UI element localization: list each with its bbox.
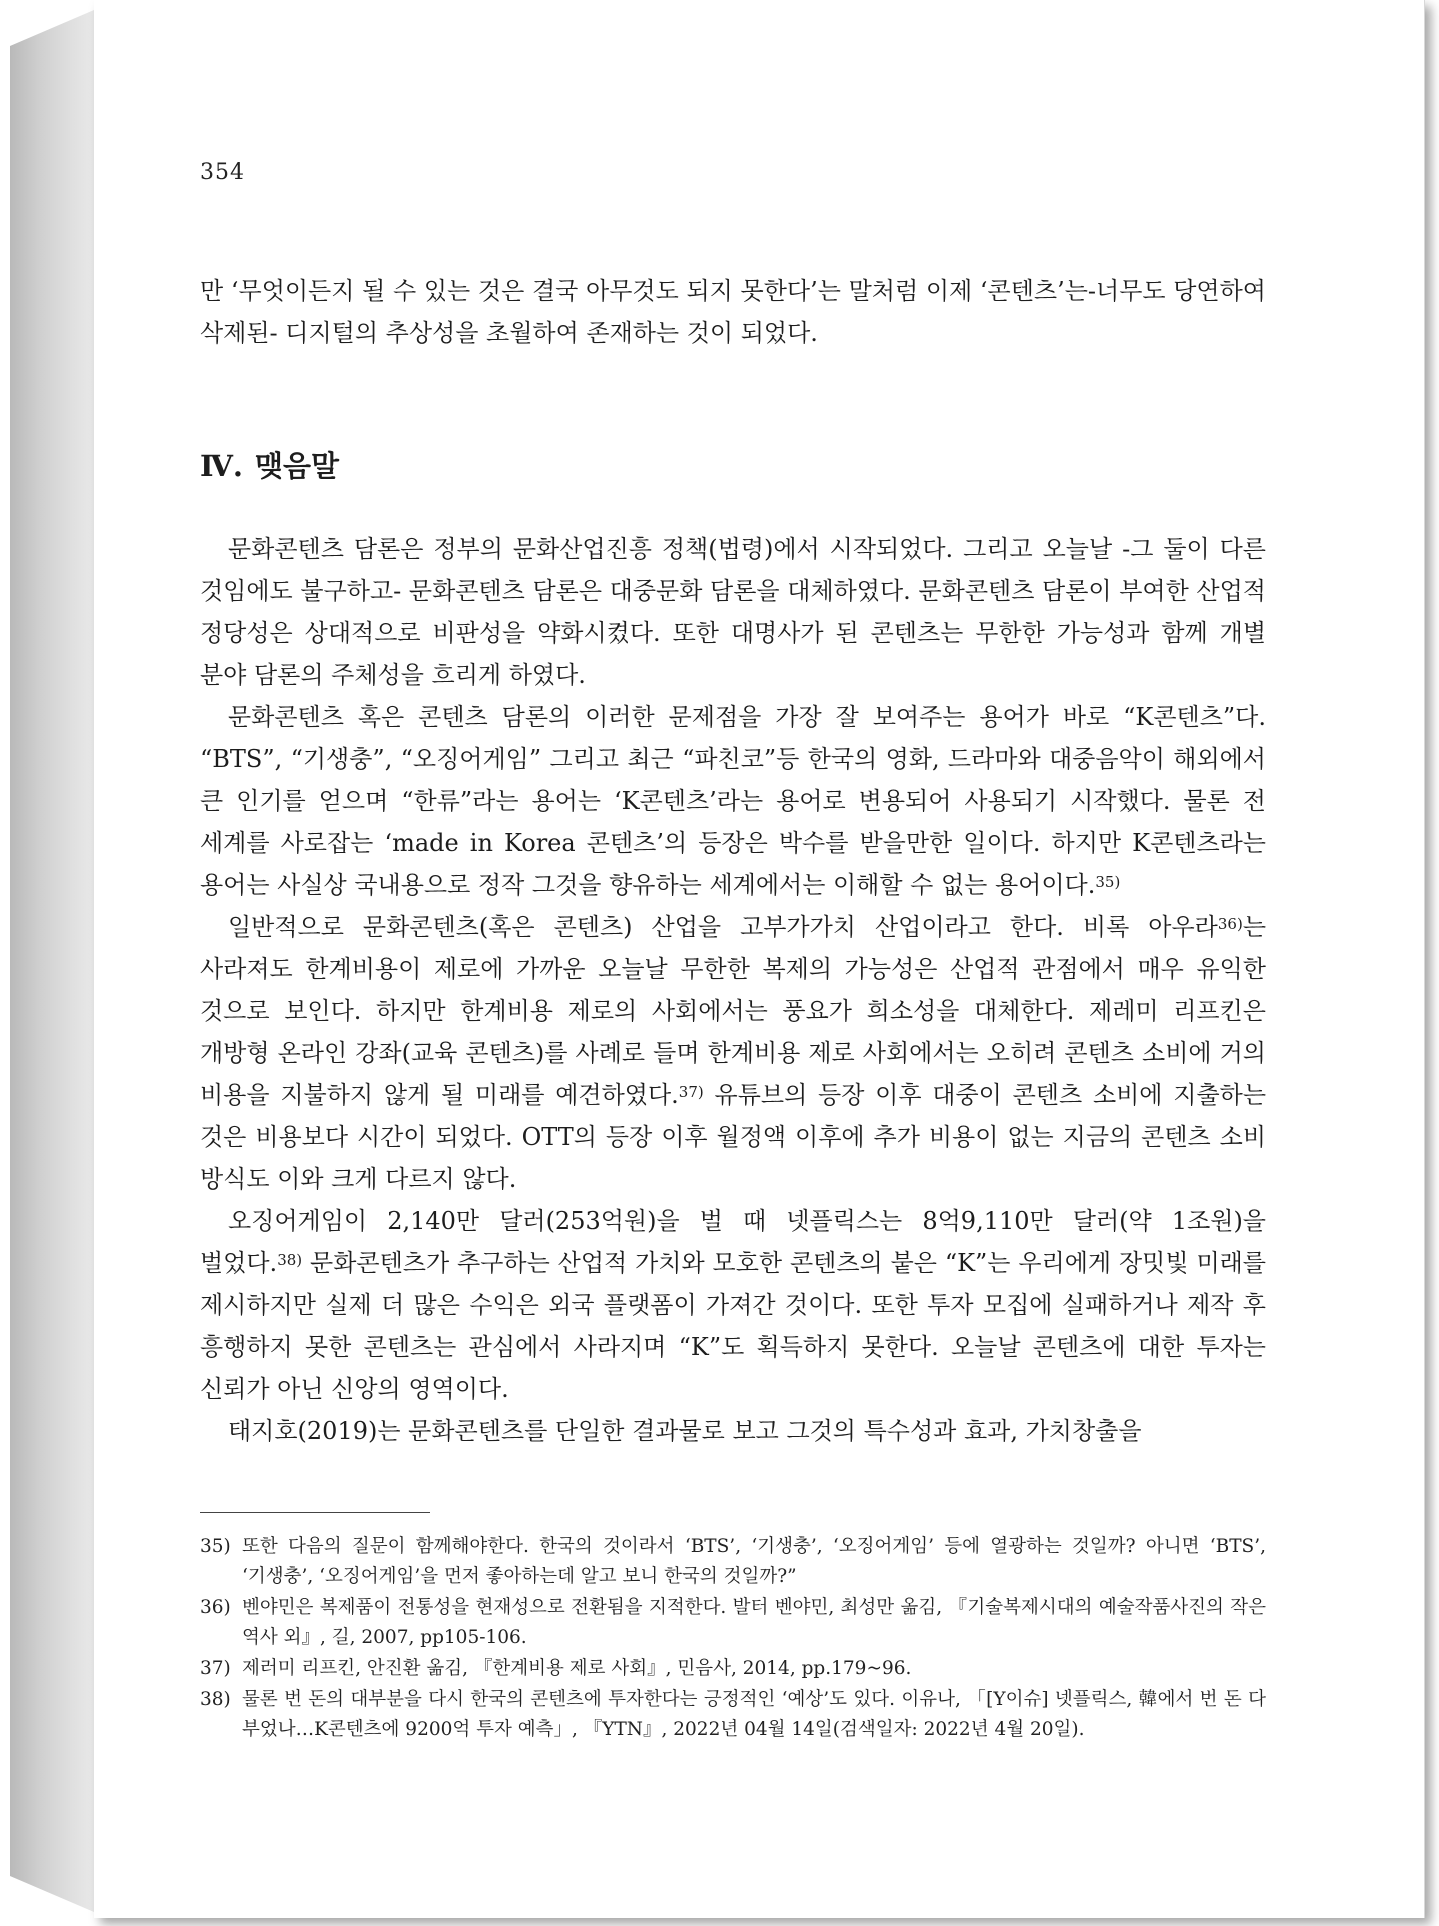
footnote-ref[interactable]: 36) <box>1217 915 1243 933</box>
paragraph-text: 오징어게임이 2,140만 달러(253억원)을 벌 때 넷플릭스는 8억9,110만 달러(약 1조원)을 벌었다. <box>200 1207 1266 1277</box>
section-heading <box>200 444 339 485</box>
footnote-number: 36) <box>200 1597 231 1618</box>
footnote-item <box>200 1685 1266 1745</box>
footnote-item <box>200 1654 1266 1684</box>
footnote-ref[interactable]: 35) <box>1095 873 1121 891</box>
paragraph <box>200 1200 1266 1410</box>
footnote-divider <box>200 1512 430 1513</box>
conclusion-body <box>200 528 1266 1452</box>
footnote-text: 물론 번 돈의 대부분을 다시 한국의 콘텐츠에 투자한다는 긍정적인 ‘예상’도 있다. 이유나, 「[Y이슈] 넷플릭스, 韓에서 번 돈 다 부었나…K콘텐츠에 9200억 투자 예측」, 『YTN』, 2022년 04월 14일(검색일자: 2022년 4월 20일). <box>242 1689 1266 1740</box>
footnote-ref[interactable]: 37) <box>678 1083 704 1101</box>
footnote-number: 38) <box>200 1689 231 1710</box>
book-page-edges <box>10 10 94 1912</box>
footnote-item <box>200 1593 1266 1653</box>
paragraph-text: 는 사라져도 한계비용이 제로에 가까운 오늘날 무한한 복제의 가능성은 산업적 관점에서 매우 유익한 것으로 보인다. 하지만 한계비용 제로의 사회에서는 풍요가 희소성을 대체한다. 제레미 리프킨은 개방형 온라인 강좌(교육 콘텐츠)를 사례로 들며 한계비용 제로 사회에서는 오히려 콘텐츠 소비에 거의 비용을 지불하지 않게 될 미래를 예견하였다. <box>200 913 1266 1109</box>
intro-paragraph <box>200 270 1266 354</box>
paragraph-text: 문화콘텐츠가 추구하는 산업적 가치와 모호한 콘텐츠의 붙은 “K”는 우리에게 장밋빛 미래를 제시하지만 실제 더 많은 수익은 외국 플랫폼이 가져간 것이다. 또한 투자 모집에 실패하거나 제작 후 흥행하지 못한 콘텐츠는 관심에서 사라지며 “K”도 획득하지 못한다. 오늘날 콘텐츠에 대한 투자는 신뢰가 아닌 신앙의 영역이다. <box>200 1249 1266 1403</box>
paragraph-text: 유튜브의 등장 이후 대중이 콘텐츠 소비에 지출하는 것은 비용보다 시간이 되었다. OTT의 등장 이후 월정액 이후에 추가 비용이 없는 지금의 콘텐츠 소비 방식도 이와 크게 다르지 않다. <box>200 1081 1266 1193</box>
footnote-text: 벤야민은 복제품이 전통성을 현재성으로 전환됨을 지적한다. 발터 벤야민, 최성만 옮김, 『기술복제시대의 예술작품사진의 작은 역사 외』, 길, 2007, pp105-106. <box>242 1597 1266 1648</box>
paragraph-text: 문화콘텐츠 담론은 정부의 문화산업진흥 정책(법령)에서 시작되었다. 그리고 오늘날 -그 둘이 다른 것임에도 불구하고- 문화콘텐츠 담론은 대중문화 담론을 대체하였다. 문화콘텐츠 담론이 부여한 산업적 정당성은 상대적으로 비판성을 약화시켰다. 또한 대명사가 된 콘텐츠는 무한한 가능성과 함께 개별 분야 담론의 주체성을 흐리게 하였다. <box>200 535 1266 689</box>
paragraph <box>200 696 1266 906</box>
paragraph <box>200 528 1266 696</box>
footnote-item <box>200 1532 1266 1592</box>
paragraph-text: 일반적으로 문화콘텐츠(혹은 콘텐츠) 산업을 고부가가치 산업이라고 한다. 비록 아우라 <box>228 913 1218 941</box>
footnote-number: 37) <box>200 1658 231 1679</box>
footnote-ref[interactable]: 38) <box>277 1251 303 1269</box>
paragraph-text: 태지호(2019)는 문화콘텐츠를 단일한 결과물로 보고 그것의 특수성과 효과, 가치창출을 <box>228 1417 1142 1445</box>
section-title: 맺음말 <box>255 449 340 483</box>
paragraph-text: 문화콘텐츠 혹은 콘텐츠 담론의 이러한 문제점을 가장 잘 보여주는 용어가 바로 “K콘텐츠”다. “BTS”, “기생충”, “오징어게임” 그리고 최근 “파친코”등 한국의 영화, 드라마와 대중음악이 해외에서 큰 인기를 얻으며 “한류”라는 용어는 ‘K콘텐츠’라는 용어로 변용되어 사용되기 시작했다. 물론 전 세계를 사로잡는 ‘made in Korea 콘텐츠’의 등장은 박수를 받을만한 일이다. 하지만 K콘텐츠라는 용어는 사실상 국내용으로 정작 그것을 향유하는 세계에서는 이해할 수 없는 용어이다. <box>200 703 1266 899</box>
footnotes <box>200 1532 1266 1746</box>
footnote-text: 제러미 리프킨, 안진환 옮김, 『한계비용 제로 사회』, 민음사, 2014, pp.179~96. <box>242 1658 912 1679</box>
page-number: 354 <box>200 160 245 185</box>
paragraph: 만 ‘무엇이든지 될 수 있는 것은 결국 아무것도 되지 못한다’는 말처럼 이제 ‘콘텐츠’는-너무도 당연하여 삭제된- 디지털의 추상성을 초월하여 존재하는 것이 되었다. <box>200 277 1266 347</box>
footnote-number: 35) <box>200 1536 231 1557</box>
section-numeral: Ⅳ. <box>200 449 244 483</box>
paragraph <box>200 906 1266 1200</box>
paragraph <box>200 1410 1266 1452</box>
footnote-text: 또한 다음의 질문이 함께해야한다. 한국의 것이라서 ‘BTS’, ‘기생충’, ‘오징어게임’ 등에 열광하는 것일까? 아니면 ‘BTS’, ‘기생충’, ‘오징어게임’을 먼저 좋아하는데 알고 보니 한국의 것일까?” <box>242 1536 1266 1587</box>
